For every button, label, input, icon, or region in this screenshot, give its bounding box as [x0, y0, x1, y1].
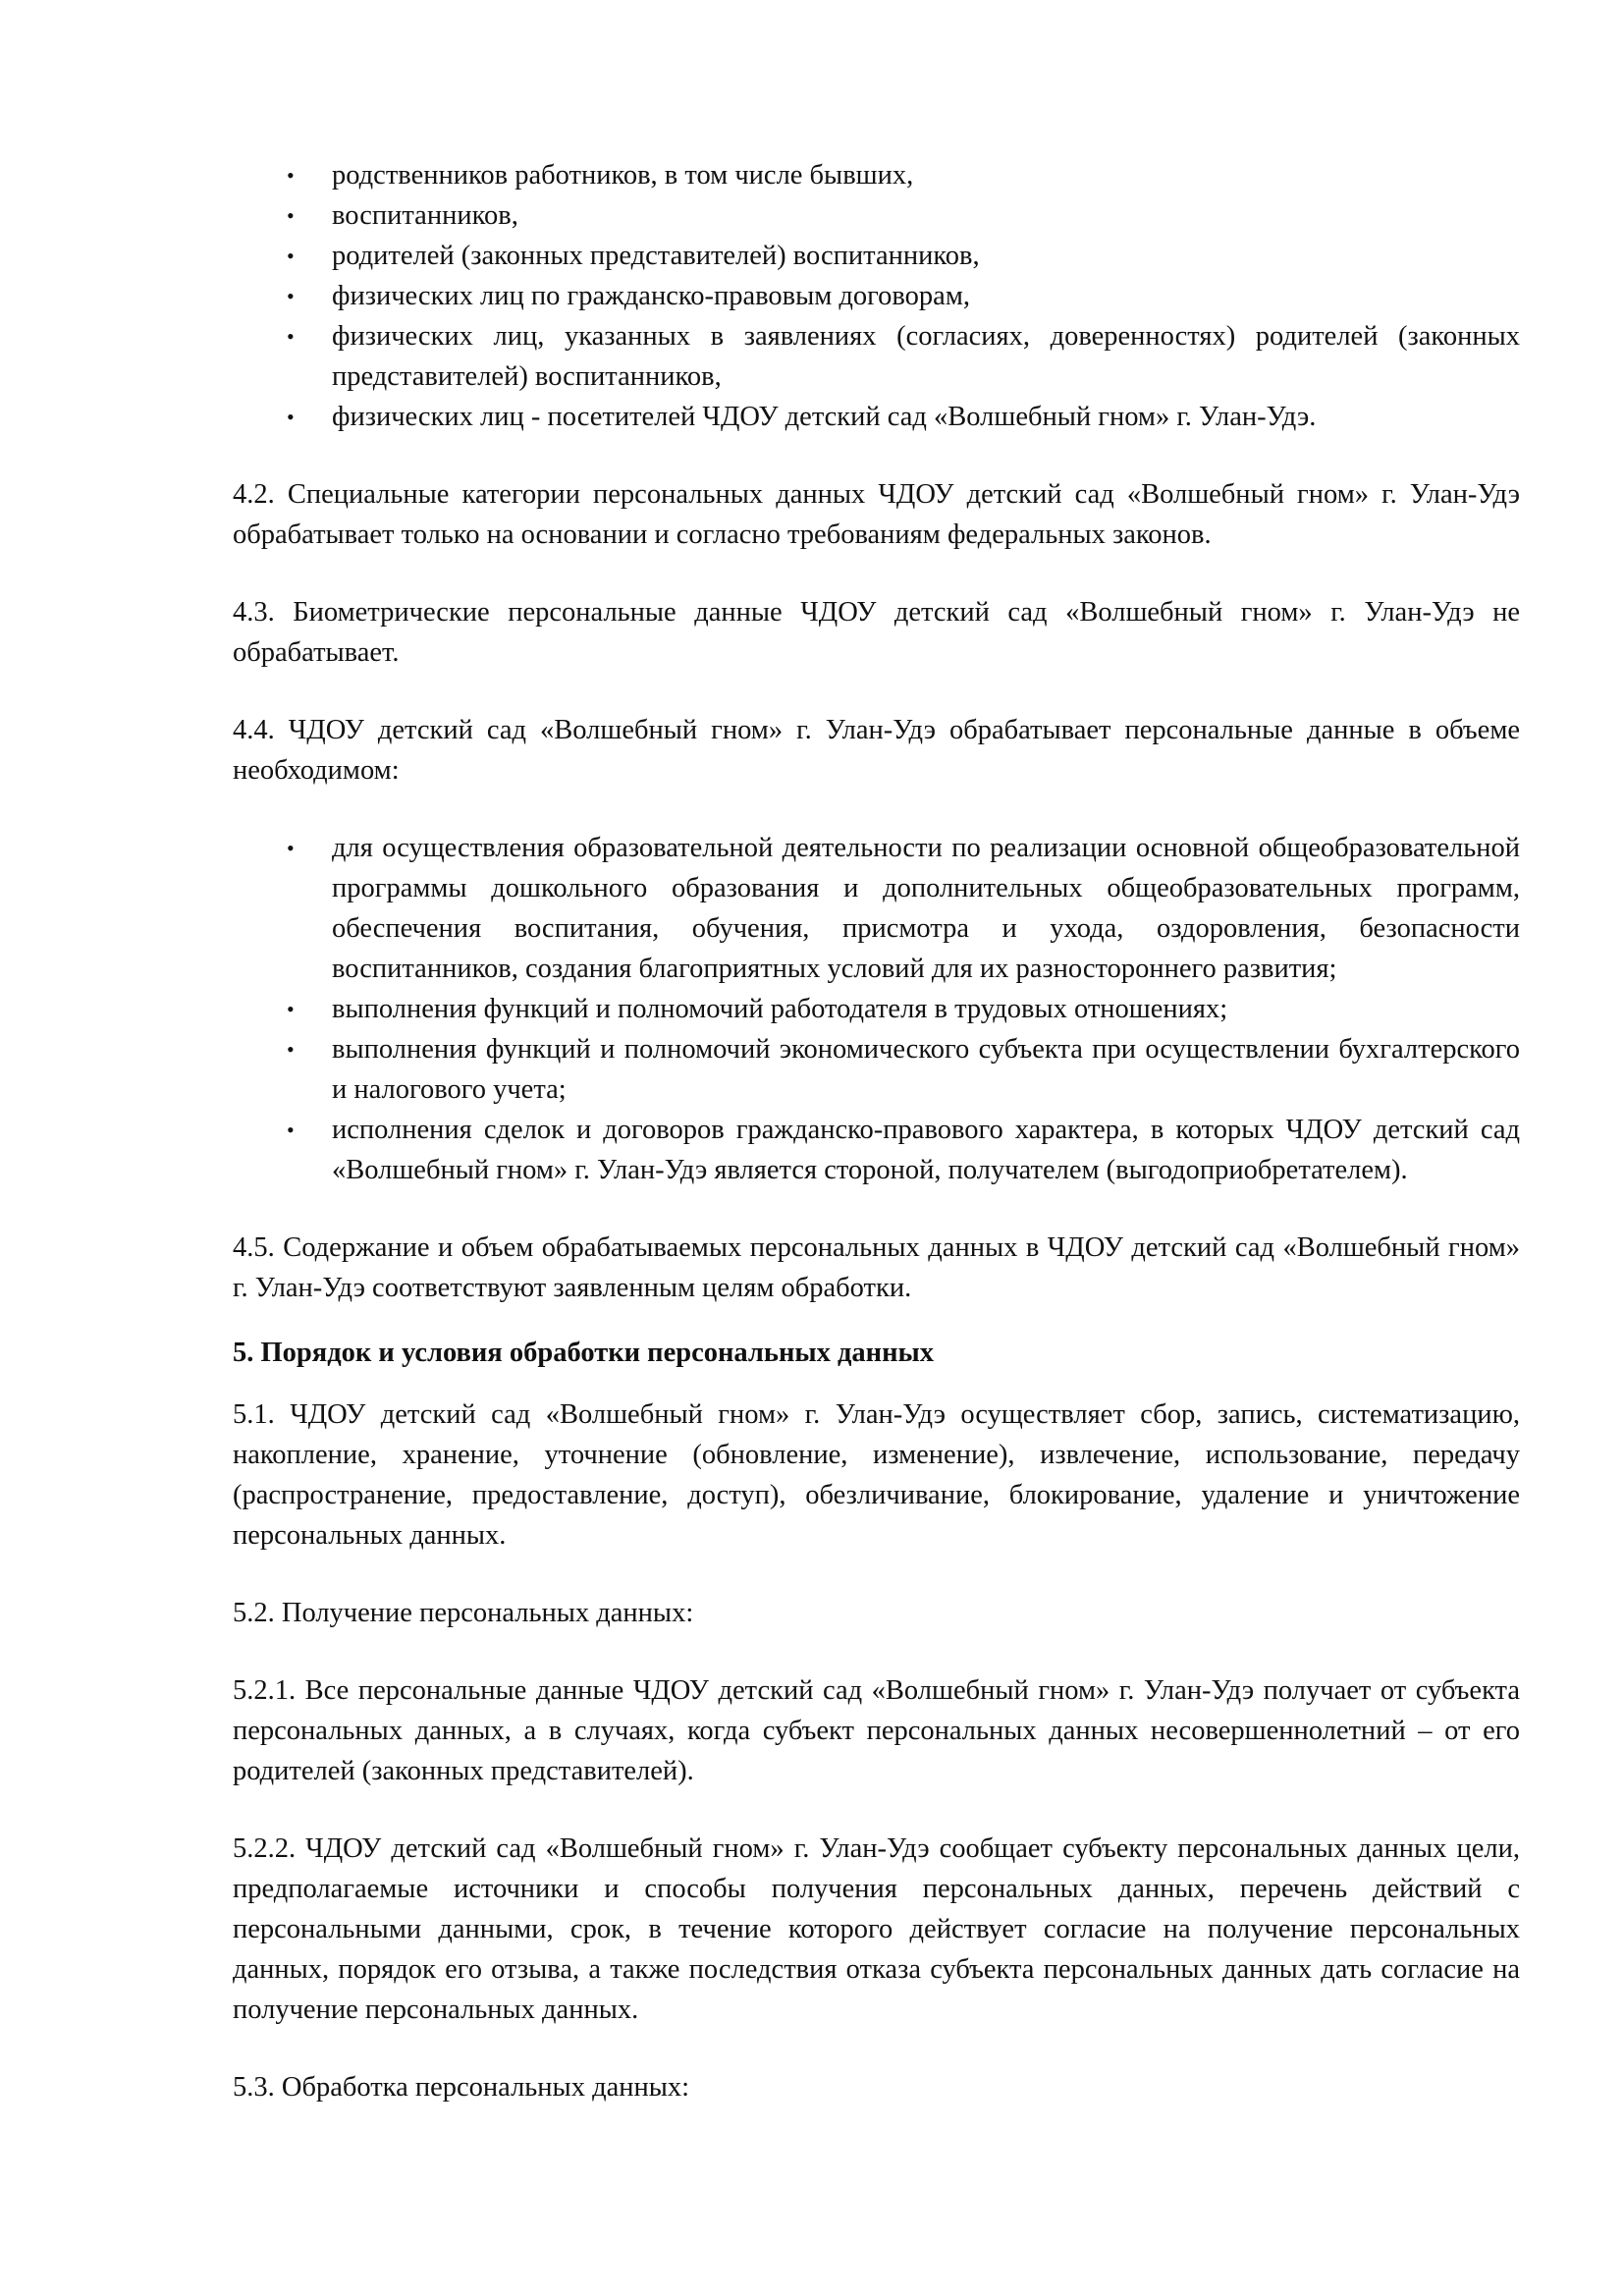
- bullet-icon: •: [287, 1037, 295, 1062]
- list-item: • воспитанников,: [233, 195, 1520, 236]
- list-item: • родственников работников, в том числе бывших,: [233, 155, 1520, 195]
- section-heading-5: 5. Порядок и условия обработки персональных данных: [233, 1338, 935, 1368]
- paragraph-5-1: 5.1. ЧДОУ детский сад «Волшебный гном» г. Улан-Удэ осуществляет сбор, запись, систематизацию, накопление, хранение, уточнение (обновление, изменение), извлечение, использование, передачу (распространение, предоставление, доступ), обезличивание, блокирование, удаление и уничтожение персональных данных.: [233, 1399, 1520, 1551]
- bullet-icon: •: [287, 997, 295, 1021]
- bullet-icon: •: [287, 405, 295, 429]
- subjects-list: [233, 155, 1520, 437]
- bullet-icon: •: [287, 163, 295, 188]
- paragraph-5-2-1: 5.2.1. Все персональные данные ЧДОУ детский сад «Волшебный гном» г. Улан-Удэ получает от субъекта персональных данных, а в случаях, когда субъект персональных данных несовершеннолетний – от его родителей (законных представителей).: [233, 1675, 1520, 1786]
- paragraph-4-4: 4.4. ЧДОУ детский сад «Волшебный гном» г. Улан-Удэ обрабатывает персональные данные в объеме необходимом:: [233, 715, 1520, 786]
- bullet-icon: •: [287, 244, 295, 268]
- list-item: • физических лиц по гражданско-правовым договорам,: [233, 276, 1520, 316]
- paragraph-5-3: 5.3. Обработка персональных данных:: [233, 2072, 690, 2103]
- bullet-icon: •: [287, 203, 295, 228]
- paragraph-5-2-2: 5.2.2. ЧДОУ детский сад «Волшебный гном» г. Улан-Удэ сообщает субъекту персональных данных цели, предполагаемые источники и способы получения персональных данных, перечень действий с персональными данными, срок, в течение которого действует согласие на получение персональных данных, порядок его отзыва, а также последствия отказа субъекта персональных данных дать согласие на получение персональных данных.: [233, 1833, 1520, 2025]
- list-item: • физических лиц - посетителей ЧДОУ детский сад «Волшебный гном» г. Улан-Удэ.: [233, 397, 1520, 437]
- paragraph-4-2: 4.2. Специальные категории персональных данных ЧДОУ детский сад «Волшебный гном» г. Улан-Удэ обрабатывает только на основании и согласно требованиям федеральных законов.: [233, 479, 1520, 550]
- bullet-icon: •: [287, 324, 295, 349]
- document-page: [233, 155, 1520, 2107]
- list-item: • исполнения сделок и договоров гражданско-правового характера, в которых ЧДОУ детский сад «Волшебный гном» г. Улан-Удэ является стороной, получателем (выгодоприобретателем).: [233, 1110, 1520, 1190]
- paragraph-5-2: 5.2. Получение персональных данных:: [233, 1598, 694, 1628]
- paragraph-4-3: 4.3. Биометрические персональные данные ЧДОУ детский сад «Волшебный гном» г. Улан-Удэ не обрабатывает.: [233, 597, 1520, 668]
- bullet-icon: •: [287, 284, 295, 308]
- purposes-list: [233, 828, 1520, 1190]
- list-item: • для осуществления образовательной деятельности по реализации основной общеобразовательной программы дошкольного образования и дополнительных общеобразовательных программ, обеспечения воспитания, обучения, присмотра и ухода, оздоровления, безопасности воспитанников, создания благоприятных условий для их разностороннего развития;: [233, 828, 1520, 989]
- list-item: • выполнения функций и полномочий работодателя в трудовых отношениях;: [233, 989, 1520, 1029]
- list-item: • выполнения функций и полномочий экономического субъекта при осуществлении бухгалтерского и налогового учета;: [233, 1029, 1520, 1110]
- paragraph-4-5: 4.5. Содержание и объем обрабатываемых персональных данных в ЧДОУ детский сад «Волшебный гном» г. Улан-Удэ соответствуют заявленным целям обработки.: [233, 1232, 1520, 1303]
- bullet-icon: •: [287, 1118, 295, 1142]
- bullet-icon: •: [287, 836, 295, 860]
- list-item: • родителей (законных представителей) воспитанников,: [233, 236, 1520, 276]
- list-item: • физических лиц, указанных в заявлениях (согласиях, доверенностях) родителей (законных представителей) воспитанников,: [233, 316, 1520, 397]
